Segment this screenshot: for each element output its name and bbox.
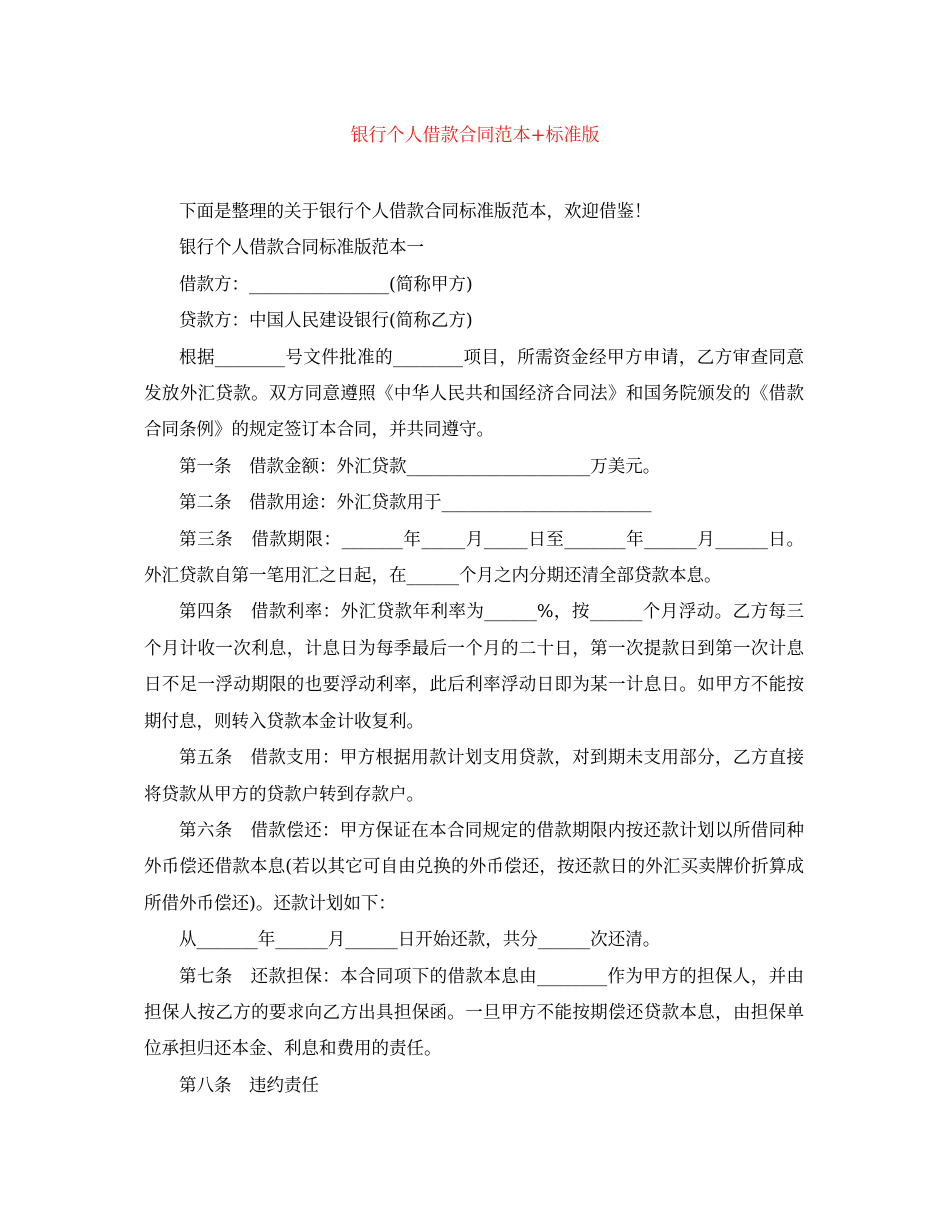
article-2: 第二条 借款用途：外汇贷款用于________________________ <box>179 493 652 514</box>
article-4: 第四条 借款利率：外汇贷款年利率为______%，按______个月浮动。乙方每三个月计收一次利息，计息日为每季最后一个月的二十日，第一次提款日到第一次计息日不足一浮动期限的也要浮动利率，此后利率浮动日即为某一计息日。如甲方不能按期付息，则转入贷款本金计收复利。 <box>144 602 804 732</box>
repayment-schedule-line: 从_______年______月______日开始还款，共分______次还清。 <box>179 930 661 951</box>
document-title: 银行个人借款合同范本+标准版 <box>350 125 600 146</box>
article-8-heading: 第八条 违约责任 <box>179 1075 319 1096</box>
borrower-line: 借款方：________________(简称甲方) <box>179 274 473 295</box>
article-5: 第五条 借款支用：甲方根据用款计划支用贷款，对到期未支用部分，乙方直接将贷款从甲方的贷款户转到存款户。 <box>144 748 804 805</box>
section-heading: 银行个人借款合同标准版范本一 <box>179 238 424 259</box>
intro-paragraph: 下面是整理的关于银行个人借款合同标准版范本，欢迎借鉴！ <box>179 202 652 222</box>
article-1: 第一条 借款金额：外汇贷款_____________________万美元。 <box>179 456 661 477</box>
article-7: 第七条 还款担保：本合同项下的借款本息由________作为甲方的担保人，并由担保人按乙方的要求向乙方出具担保函。一旦甲方不能按期偿还贷款本息，由担保单位承担归还本金、利息和费用的责任。 <box>144 966 804 1060</box>
document-body <box>144 194 804 1104</box>
article-6: 第六条 借款偿还：甲方保证在本合同规定的借款期限内按还款计划以所借同种外币偿还借款本息(若以其它可自由兑换的外币偿还，按还款日的外汇买卖牌价折算成所借外币偿还)。还款计划如下： <box>144 820 804 914</box>
article-3: 第三条 借款期限：_______年_____月_____日至_______年______月______日。外汇贷款自第一笔用汇之日起，在______个月之内分期还清全部贷款本息。 <box>144 529 804 587</box>
lender-line: 贷款方：中国人民建设银行(简称乙方) <box>179 311 473 332</box>
preamble-paragraph: 根据________号文件批准的________项目，所需资金经甲方申请，乙方审查同意发放外汇贷款。双方同意遵照《中华人民共和国经济合同法》和国务院颁发的《借款合同条例》的规定签订本合同，并共同遵守。 <box>144 347 804 441</box>
